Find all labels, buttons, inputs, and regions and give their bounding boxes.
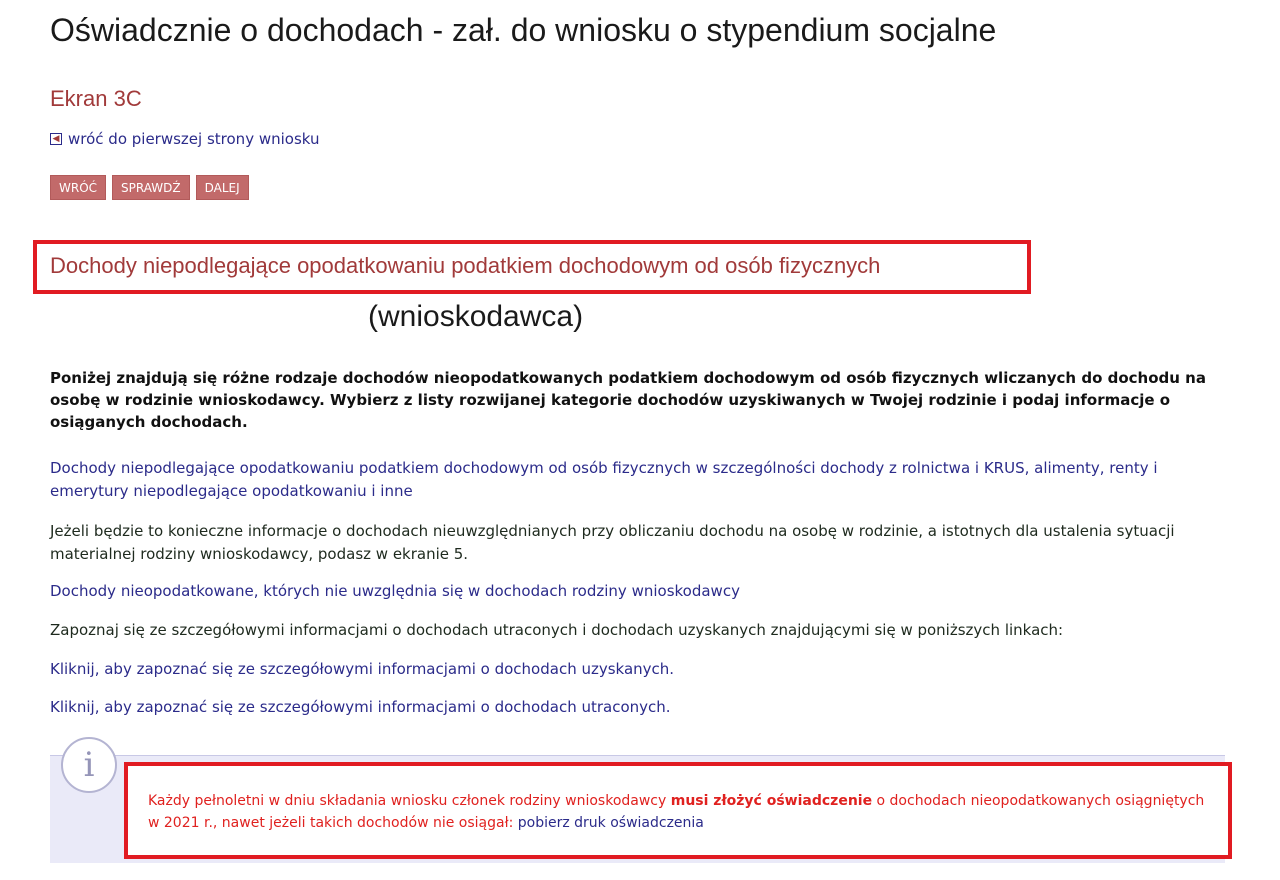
obtained-income-link[interactable]: Kliknij, aby zapoznać się ze szczegółowymi informacjami o dochodach uzyskanych. [50,660,675,678]
back-button[interactable]: WRÓĆ [50,175,106,200]
notice-text-before: Każdy pełnoletni w dniu składania wniosku członek rodziny wnioskodawcy [148,793,671,809]
applicant-label: (wnioskodawca) [368,300,584,333]
section-title: Dochody niepodlegające opodatkowaniu podatkiem dochodowym od osób fizycznych [50,253,881,278]
screen5-note: Jeżeli będzie to konieczne informacje o dochodach nieuwzględnianych przy obliczaniu dochodu na osobę w rodzinie, a istotnych dla ustalenia sytuacji materialnej rodziny wnioskodawcy, podasz w ekranie 5. [50,522,1175,563]
page-title: Oświadcznie o dochodach - zał. do wniosku o stypendium socjalne [50,12,997,48]
nav-buttons [50,175,249,200]
notice-text-after: o dochodach nieopodatkowanych osiągniętych w 2021 r., nawet jeżeli takich dochodów nie osiągał: [148,793,1205,831]
back-link-label: wróć do pierwszej strony wniosku [68,130,320,148]
check-button[interactable]: SPRAWDŹ [112,175,190,200]
income-types-link[interactable]: Dochody niepodlegające opodatkowaniu podatkiem dochodowym od osób fizycznych w szczególności dochody z rolnictwa i KRUS, alimenty, renty i emerytury niepodlegające opodatkowaniu i inne [50,459,1158,500]
excluded-income-link[interactable]: Dochody nieopodatkowane, których nie uwzględnia się w dochodach rodziny wnioskodawcy [50,582,740,600]
screen-label: Ekran 3C [50,86,142,111]
next-button[interactable]: DALEJ [196,175,249,200]
info-links-intro: Zapoznaj się ze szczegółowymi informacjami o dochodach utraconych i dochodach uzyskanych znajdującymi się w poniższych linkach: [50,621,1064,639]
notice-emphasis: musi złożyć oświadczenie [670,793,873,809]
back-arrow-icon: ◀ [50,133,62,145]
declaration-notice [148,790,1218,834]
intro-text: Poniżej znajdują się różne rodzaje dochodów nieopodatkowanych podatkiem dochodowym od osób fizycznych wliczanych do dochodu na osobę w rodzinie wnioskodawcy. Wybierz z listy rozwijanej kategorie dochodów uzyskiwanych w Twojej rodzinie i podaj informacje o osiąganych dochodach. [50,369,1206,431]
back-to-first-page-link[interactable] [50,130,320,148]
download-declaration-link[interactable]: pobierz druk oświadczenia [517,815,704,831]
info-icon: i [61,737,117,793]
lost-income-link[interactable]: Kliknij, aby zapoznać się ze szczegółowymi informacjami o dochodach utraconych. [50,698,671,716]
